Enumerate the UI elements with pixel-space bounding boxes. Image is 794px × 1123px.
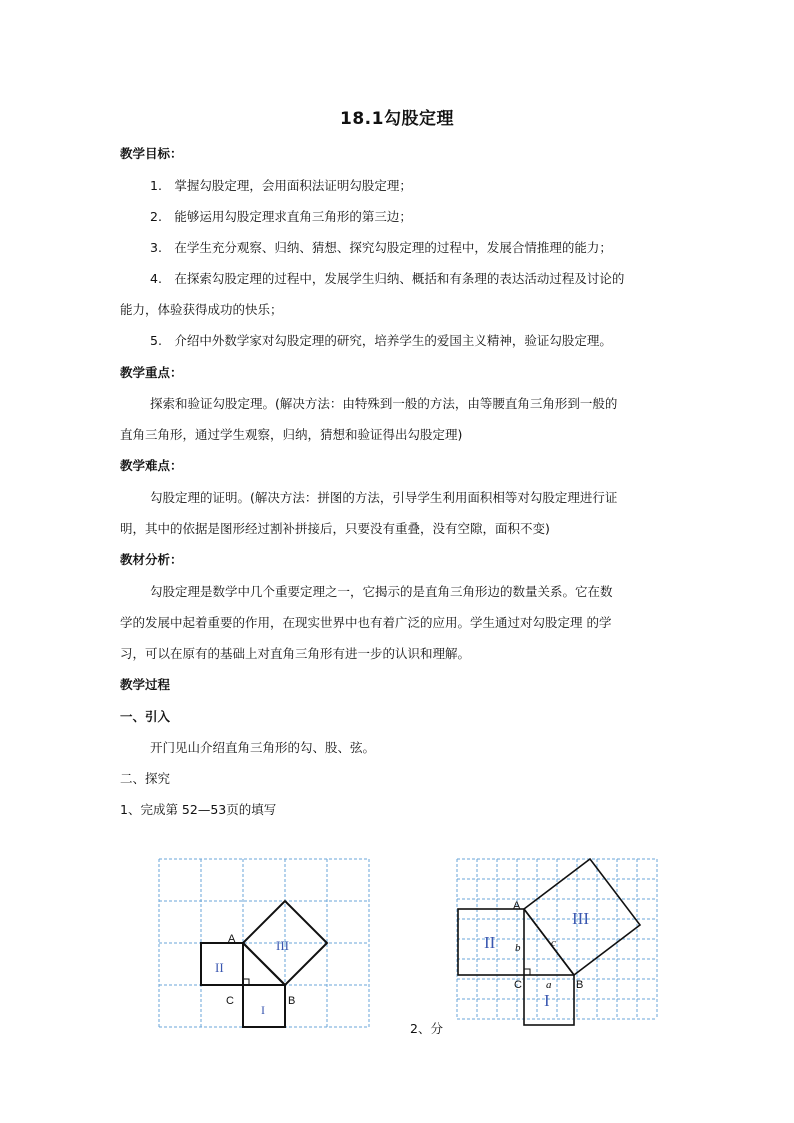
explore-item: 1、完成第 52—53页的填写: [120, 802, 277, 817]
key-points-heading: 教学重点：: [120, 365, 183, 380]
intro-heading: 一、引入: [120, 709, 171, 724]
label-III: III: [276, 938, 289, 953]
label-a: a: [546, 979, 552, 991]
left-pythagoras-figure: [158, 858, 370, 1030]
objective-item: 2. 能够运用勾股定理求直角三角形的第三边；: [150, 209, 412, 224]
label-A: A: [513, 900, 521, 912]
label-B: B: [288, 995, 296, 1007]
label-C: C: [514, 979, 522, 991]
objective-item: 5. 介绍中外数学家对勾股定理的研究，培养学生的爱国主义精神，验证勾股定理。: [150, 333, 612, 348]
difficulty-heading: 教学难点：: [120, 458, 183, 473]
left-grid: [159, 859, 369, 1027]
analysis-text: 勾股定理是数学中几个重要定理之一，它揭示的是直角三角形边的数量关系。它在数: [150, 584, 613, 599]
label-II: II: [484, 933, 496, 952]
objectives-heading: 教学目标：: [120, 146, 183, 161]
label-II: II: [215, 960, 224, 975]
analysis-heading: 教材分析：: [120, 552, 183, 567]
difficulty-text: 明，其中的依据是图形经过割补拼接后，只要没有重叠，没有空隙，面积不变): [120, 521, 550, 536]
key-points-text: 探索和验证勾股定理。(解决方法：由特殊到一般的方法，由等腰直角三角形到一般的: [150, 396, 618, 411]
label-III: III: [572, 909, 589, 928]
label-B: B: [576, 979, 584, 991]
page-title: 18.1勾股定理: [340, 109, 454, 129]
right-pythagoras-figure: [456, 858, 658, 1026]
key-points-text: 直角三角形，通过学生观察，归纳，猜想和验证得出勾股定理): [120, 427, 463, 442]
explore-heading: 二、探究: [120, 771, 171, 786]
intro-text: 开门见山介绍直角三角形的勾、股、弦。: [150, 740, 376, 755]
label-I: I: [544, 991, 550, 1010]
difficulty-text: 勾股定理的证明。(解决方法：拼图的方法，引导学生利用面积相等对勾股定理进行证: [150, 490, 618, 505]
objective-item-continuation: 能力，体验获得成功的快乐；: [120, 302, 283, 317]
objective-item: 4. 在探索勾股定理的过程中，发展学生归纳、概括和有条理的表达活动过程及讨论的: [150, 271, 625, 286]
analysis-text: 习，可以在原有的基础上对直角三角形有进一步的认识和理解。: [120, 646, 471, 661]
objective-item: 3. 在学生充分观察、归纳、猜想、探究勾股定理的过程中，发展合情推理的能力；: [150, 240, 612, 255]
label-b: b: [515, 942, 521, 954]
figure-caption: 2、分: [410, 1021, 443, 1036]
process-heading: 教学过程: [120, 677, 171, 692]
label-c: c: [551, 937, 556, 949]
right-angle-mark: [524, 969, 530, 975]
objective-item: 1. 掌握勾股定理，会用面积法证明勾股定理；: [150, 178, 412, 193]
label-C: C: [226, 995, 234, 1007]
analysis-text: 学的发展中起着重要的作用，在现实世界中也有着广泛的应用。学生通过对勾股定理 的学: [120, 615, 612, 630]
label-I: I: [261, 1003, 265, 1017]
label-A: A: [228, 933, 236, 945]
